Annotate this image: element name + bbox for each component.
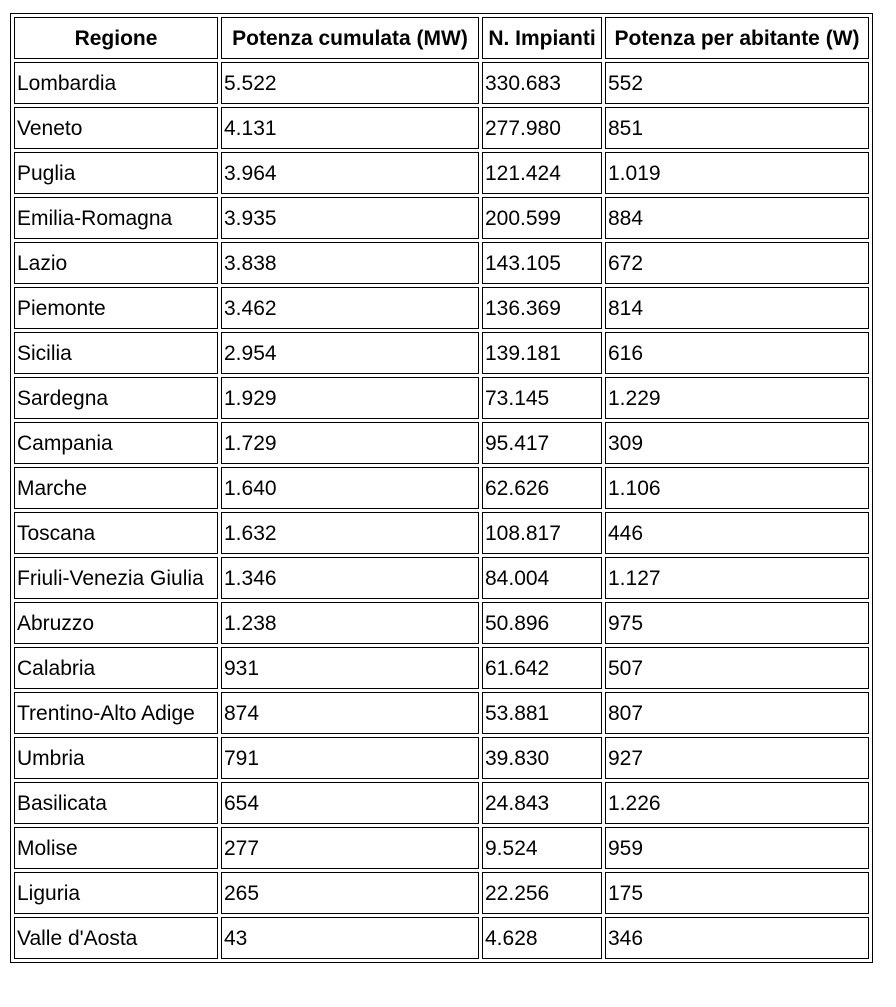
cell-n-impianti: 121.424 [482,152,602,194]
cell-regione: Veneto [14,107,218,149]
cell-potenza-cumulata: 3.964 [221,152,479,194]
table-row [14,737,869,779]
cell-potenza-per-abitante: 884 [605,197,869,239]
cell-potenza-cumulata: 1.346 [221,557,479,599]
cell-potenza-cumulata: 791 [221,737,479,779]
table-row [14,602,869,644]
cell-potenza-per-abitante: 807 [605,692,869,734]
cell-potenza-cumulata: 654 [221,782,479,824]
cell-n-impianti: 9.524 [482,827,602,869]
table-body [14,62,869,959]
cell-n-impianti: 24.843 [482,782,602,824]
cell-n-impianti: 139.181 [482,332,602,374]
cell-potenza-per-abitante: 346 [605,917,869,959]
cell-regione: Piemonte [14,287,218,329]
cell-regione: Calabria [14,647,218,689]
cell-n-impianti: 330.683 [482,62,602,104]
cell-regione: Sardegna [14,377,218,419]
cell-n-impianti: 143.105 [482,242,602,284]
cell-potenza-per-abitante: 814 [605,287,869,329]
cell-potenza-per-abitante: 672 [605,242,869,284]
table-row [14,62,869,104]
table-row [14,152,869,194]
cell-potenza-per-abitante: 927 [605,737,869,779]
cell-potenza-cumulata: 1.632 [221,512,479,554]
table-header [14,17,869,59]
header-n-impianti: N. Impianti [482,17,602,59]
cell-regione: Abruzzo [14,602,218,644]
cell-potenza-per-abitante: 309 [605,422,869,464]
cell-n-impianti: 53.881 [482,692,602,734]
cell-potenza-per-abitante: 1.226 [605,782,869,824]
cell-potenza-cumulata: 1.238 [221,602,479,644]
table-row [14,197,869,239]
cell-regione: Sicilia [14,332,218,374]
cell-n-impianti: 277.980 [482,107,602,149]
cell-n-impianti: 200.599 [482,197,602,239]
table-row [14,422,869,464]
cell-potenza-per-abitante: 975 [605,602,869,644]
cell-regione: Emilia-Romagna [14,197,218,239]
cell-n-impianti: 108.817 [482,512,602,554]
cell-potenza-per-abitante: 1.106 [605,467,869,509]
cell-potenza-cumulata: 874 [221,692,479,734]
cell-n-impianti: 50.896 [482,602,602,644]
cell-n-impianti: 73.145 [482,377,602,419]
cell-regione: Liguria [14,872,218,914]
cell-potenza-cumulata: 265 [221,872,479,914]
cell-potenza-per-abitante: 616 [605,332,869,374]
table-row [14,647,869,689]
cell-regione: Toscana [14,512,218,554]
cell-n-impianti: 136.369 [482,287,602,329]
cell-regione: Lazio [14,242,218,284]
cell-regione: Marche [14,467,218,509]
cell-n-impianti: 22.256 [482,872,602,914]
cell-potenza-cumulata: 5.522 [221,62,479,104]
table-row [14,512,869,554]
cell-n-impianti: 61.642 [482,647,602,689]
table-row [14,557,869,599]
table-row [14,827,869,869]
cell-potenza-cumulata: 43 [221,917,479,959]
cell-potenza-cumulata: 4.131 [221,107,479,149]
table-row [14,872,869,914]
header-regione: Regione [14,17,218,59]
cell-regione: Umbria [14,737,218,779]
header-row [14,17,869,59]
header-potenza-per-abitante: Potenza per abitante (W) [605,17,869,59]
table-row [14,107,869,149]
cell-potenza-per-abitante: 446 [605,512,869,554]
cell-potenza-per-abitante: 507 [605,647,869,689]
cell-regione: Basilicata [14,782,218,824]
cell-regione: Trentino-Alto Adige [14,692,218,734]
cell-n-impianti: 62.626 [482,467,602,509]
regional-photovoltaic-table [10,13,873,963]
cell-regione: Molise [14,827,218,869]
cell-potenza-cumulata: 1.640 [221,467,479,509]
cell-potenza-per-abitante: 1.019 [605,152,869,194]
table-row [14,467,869,509]
cell-potenza-cumulata: 3.935 [221,197,479,239]
cell-potenza-per-abitante: 175 [605,872,869,914]
cell-potenza-per-abitante: 959 [605,827,869,869]
header-potenza-cumulata: Potenza cumulata (MW) [221,17,479,59]
table-row [14,242,869,284]
cell-potenza-per-abitante: 851 [605,107,869,149]
cell-potenza-cumulata: 3.462 [221,287,479,329]
cell-potenza-cumulata: 3.838 [221,242,479,284]
cell-potenza-cumulata: 2.954 [221,332,479,374]
cell-n-impianti: 95.417 [482,422,602,464]
cell-potenza-per-abitante: 1.229 [605,377,869,419]
cell-potenza-cumulata: 931 [221,647,479,689]
table-row [14,782,869,824]
cell-potenza-per-abitante: 1.127 [605,557,869,599]
cell-regione: Friuli-Venezia Giulia [14,557,218,599]
cell-potenza-cumulata: 1.929 [221,377,479,419]
cell-n-impianti: 4.628 [482,917,602,959]
table-row [14,917,869,959]
cell-regione: Puglia [14,152,218,194]
cell-regione: Campania [14,422,218,464]
cell-potenza-cumulata: 1.729 [221,422,479,464]
cell-potenza-per-abitante: 552 [605,62,869,104]
table-row [14,692,869,734]
cell-n-impianti: 39.830 [482,737,602,779]
cell-potenza-cumulata: 277 [221,827,479,869]
table-row [14,377,869,419]
cell-regione: Valle d'Aosta [14,917,218,959]
table-row [14,287,869,329]
cell-n-impianti: 84.004 [482,557,602,599]
table-row [14,332,869,374]
cell-regione: Lombardia [14,62,218,104]
